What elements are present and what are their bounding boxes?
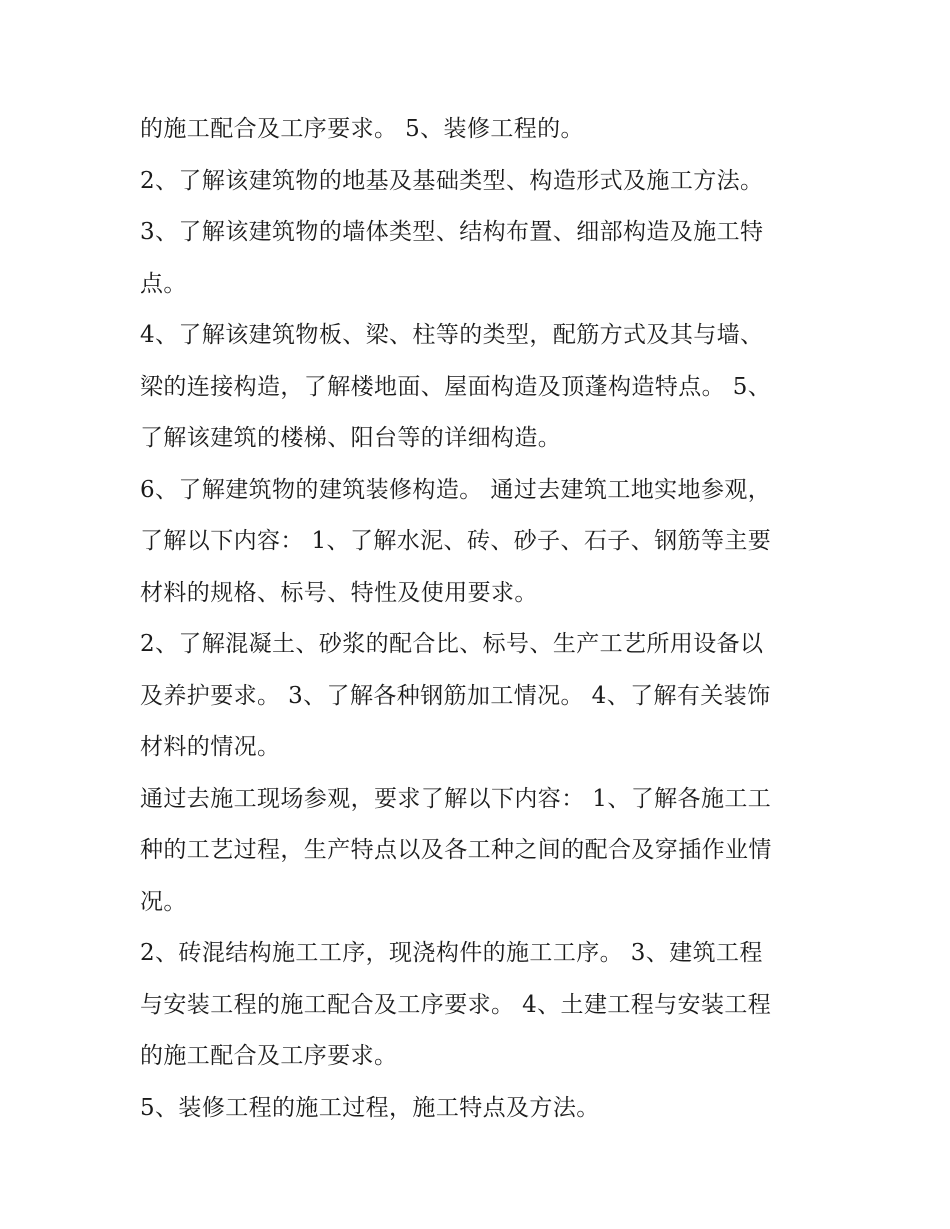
text-line: 点。: [140, 270, 187, 297]
text-line: 2、砖混结构施工工序，现浇构件的施工工序。 3、建筑工程: [140, 940, 763, 966]
text-line: 梁的连接构造，了解楼地面、屋面构造及顶蓬构造特点。 5、: [140, 373, 772, 400]
text-line: 3、了解该建筑物的墙体类型、结构布置、细部构造及施工特: [140, 219, 764, 245]
text-line: 2、了解该建筑物的地基及基础类型、构造形式及施工方法。: [140, 167, 764, 194]
text-line: 及养护要求。 3、了解各种钢筋加工情况。 4、了解有关装饰: [140, 682, 771, 709]
document-body: [140, 104, 820, 1134]
text-line: 的施工配合及工序要求。: [140, 1043, 398, 1069]
text-line: 的施工配合及工序要求。 5、装修工程的。: [140, 116, 584, 142]
text-line: 了解该建筑的楼梯、阳台等的详细构造。: [140, 425, 562, 451]
text-line: 4、了解该建筑物板、梁、柱等的类型，配筋方式及其与墙、: [140, 322, 764, 348]
text-line: 了解以下内容： 1、了解水泥、砖、砂子、石子、钢筋等主要: [140, 528, 772, 554]
text-line: 2、了解混凝土、砂浆的配合比、标号、生产工艺所用设备以: [140, 631, 764, 657]
text-line: 种的工艺过程，生产特点以及各工种之间的配合及穿插作业情: [140, 837, 772, 863]
text-line: 6、了解建筑物的建筑装修构造。 通过去建筑工地实地参观，: [140, 476, 772, 503]
text-line: 与安装工程的施工配合及工序要求。 4、土建工程与安装工程: [140, 991, 772, 1018]
text-line: 况。: [140, 888, 187, 915]
text-line: 材料的规格、标号、特性及使用要求。: [140, 579, 538, 606]
text-line: 通过去施工现场参观，要求了解以下内容： 1、了解各施工工: [140, 785, 772, 812]
text-line: 5、装修工程的施工过程，施工特点及方法。: [140, 1094, 600, 1121]
text-line: 材料的情况。: [140, 734, 281, 760]
